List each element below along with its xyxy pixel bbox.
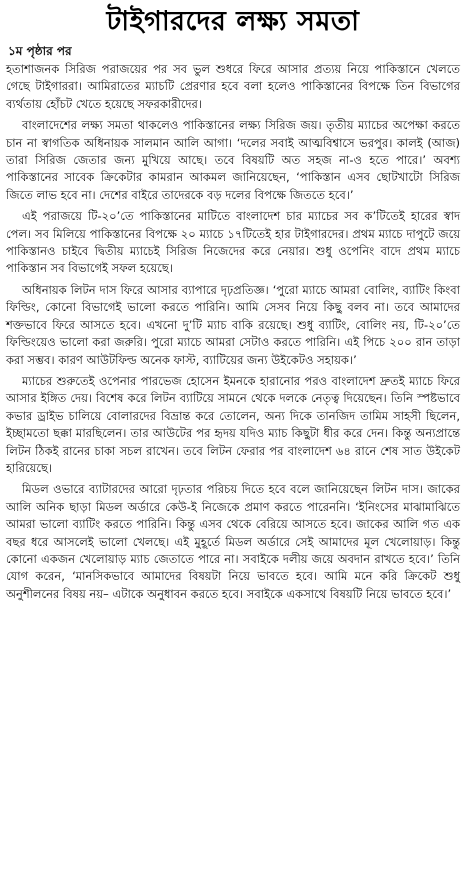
continued-from-label: ১ম পৃষ্ঠার পর — [8, 44, 72, 58]
paragraph-2: বাংলাদেশের লক্ষ্য সমতা থাকলেও পাকিস্তানের লক্ষ্য সিরিজ জয়। তৃতীয় ম্যাচের অপেক্ষা করতে চান না স্বাগতিক অধিনায়ক সালমান আলি আগা। ‘দলের সবাই আত্মবিশ্বাসে ভরপুর। কালই (আজ) তারা সিরিজ জেতার জন্য মুখিয়ে আছে। তবে বিষয়টি অত সহজ না-ও হতে পারে।’ অবশ্য পাকিস্তানের সাবেক ক্রিকেটার কামরান আকমল জানিয়েছেন, ‘পাকিস্তান এসব ছোটখাটো সিরিজ জিতে লাভ হবে না। দেশের বাইরে তাদেরকে বড় দলের বিপক্ষে জিততে হবে।’ — [6, 118, 460, 202]
paragraph-6: মিডল ওভারে ব্যাটারদের আরো দৃঢ়তার পরিচয় দিতে হবে বলে জানিয়েছেন লিটন দাস। জাকের আলি অনিক ছাড়া মিডল অর্ডারে কেউ-ই নিজেকে প্রমাণ করতে পারেননি। ‘ইনিংসের মাঝামাঝিতে আমরা ভালো ব্যাটিং করতে পারিনি। কিন্তু এসব থেকে বেরিয়ে আসতে হবে। জাকের আলি গত এক বছর ধরে আসলেই ভালো খেলছে। এই মুহূর্তে মিডল অর্ডারে সেই আমাদের মূল খেলোয়াড়। কিন্তু কোনো একজন খেলোয়াড় ম্যাচ জেতাতে পারে না। সবাইকে দলীয় জয়ে অবদান রাখতে হবে।’ তিনি যোগ করেন, ‘মানসিকভাবে আমাদের বিষয়টা নিয়ে ভাবতে হবে। আমি মনে করি ক্রিকেট শুধু অনুশীলনের বিষয় নয়– এটাকে অনুধাবন করতে হবে। সবাইকে একসাথে বিষয়টি নিয়ে ভাবতে হবে।’ — [6, 482, 460, 601]
paragraph-4: অধিনায়ক লিটন দাস ফিরে আসার ব্যাপারে দৃঢ়প্রতিজ্ঞ। ‘পুরো ম্যাচে আমরা বোলিং, ব্যাটিং কিংবা ফিল্ডিং, কোনো বিভাগেই ভালো করতে পারিনি। আমি সেসব নিয়ে কিছু বলব না। তবে আমাদের শক্তভাবে ফিরে আসতে হবে। এখনো দু’টি ম্যাচ বাকি রয়েছে। শুধু ব্যাটিং, বোলিং নয়, টি-২০’তে ফিল্ডিংয়েও ভালো করা জরুরি। পুরো ম্যাচে আমরা সেটাও করতে পারিনি। এই পিচে ২০০ রান তাড়া করা সম্ভব। কারণ আউটফিল্ড অনেক ফাস্ট, ব্যাটিয়ের জন্য উইকেটও সহায়ক।’ — [6, 282, 460, 367]
paragraph-3: এই পরাজয়ে টি-২০’তে পাকিস্তানের মাটিতে বাংলাদেশ চার ম্যাচের সব ক’টিতেই হারের স্বাদ পেল। সব মিলিয়ে পাকিস্তানের বিপক্ষে ২০ ম্যাচে ১৭টিতেই হার টাইগারদের। প্রথম ম্যাচে দাপুটে জয়ে পাকিস্তানও চাইবে দ্বিতীয় ম্যাচেই সিরিজ নিজেদের করে নেয়ার। শুধু ওপেনিং বাদে প্রথম ম্যাচে পাকিস্তান সব বিভাগেই সফল হয়েছে। — [6, 209, 460, 276]
paragraph-5: ম্যাচের শুরুতেই ওপেনার পারভেজ হোসেন ইমনকে হারানোর পরও বাংলাদেশ দ্রুতই ম্যাচে ফিরে আসার ইঙ্গিত দেয়। বিশেষ করে লিটন ব্যাটিয়ে সামনে থেকে দলকে নেতৃত্ব দিয়েছেন। তিনি স্পষ্টভাবে কভার ড্রাইভ চালিয়ে বোলারদের বিভ্রান্ত করে তোলেন, অন্য দিকে তানজিদ তামিম সাহসী ছিলেন, ইচ্ছামতো ছক্কা মারছিলেন। তার আউটের পর হৃদয় যদিও ম্যাচ কিছুটা ধীর করে দেন। কিন্তু অন্যপ্রান্তে লিটন ঠিকই রানের চাকা সচল রাখেন। তবে লিটন ফেরার পর বাংলাদেশ ৬৪ রানে শেষ সাত উইকেট হারিয়েছে। — [6, 373, 460, 475]
paragraph-1: হতাশাজনক সিরিজ পরাজয়ের পর সব ভুল শুধরে ফিরে আসার প্রত্যয় নিয়ে পাকিস্তানে খেলতে গেছে টাইগাররা। আমিরাতের ম্যাচটি প্রেরণার হবে বলা হলেও পাকিস্তানের বিপক্ষে তিন বিভাগের ব্যর্থতায় হোঁচট খেতে হয়েছে সফরকারীদের। — [6, 62, 460, 111]
headline: টাইগারদের লক্ষ্য সমতা — [106, 6, 360, 37]
